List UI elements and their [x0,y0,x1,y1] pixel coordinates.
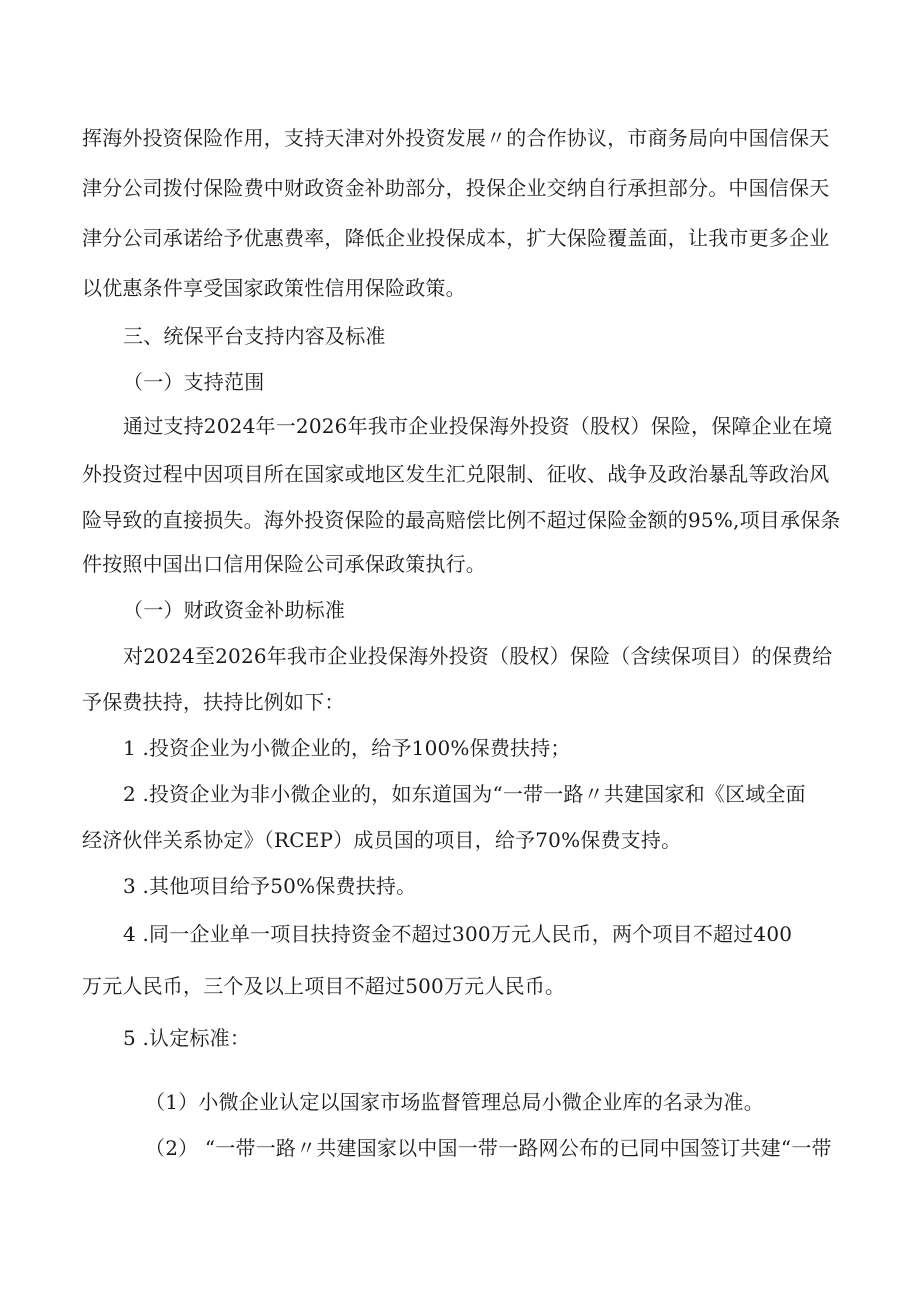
list-item: （2） “一带一路〃共建国家以中国一带一路网公布的已同中国签订共建“一带 [145,1136,832,1160]
paragraph-line: 外投资过程中因项目所在国家或地区发生汇兑限制、征收、战争及政治暴乱等政治风 [82,462,830,486]
paragraph-line: 万元人民币，三个及以上项目不超过500万元人民币。 [82,974,566,998]
subsection-heading: （一）财政资金补助标准 [123,598,346,622]
subsection-heading: （一）支持范围 [123,370,265,394]
paragraph-line: 津分公司拨付保险费中财政资金补助部分，投保企业交纳自行承担部分。中国信保天 [82,176,830,200]
list-item: 1 .投资企业为小微企业的，给予100%保费扶持； [123,736,571,760]
paragraph-line: 以优惠条件享受国家政策性信用保险政策。 [82,276,466,300]
paragraph-line: 件按照中国出口信用保险公司承保政策执行。 [82,552,486,576]
section-heading: 三、统保平台支持内容及标准 [123,324,386,348]
list-item: 5 .认定标准： [123,1026,251,1050]
list-item: 3 .其他项目给予50%保费扶持。 [123,874,417,898]
paragraph-line: 通过支持2024年一2026年我市企业投保海外投资（股权）保险，保障企业在境 [123,414,833,438]
paragraph-line: 津分公司承诺给予优惠费率，降低企业投保成本，扩大保险覆盖面，让我市更多企业 [82,226,830,250]
list-item: （1）小微企业认定以国家市场监督管理总局小微企业库的名录为准。 [145,1090,764,1114]
paragraph-line: 经济伙伴关系协定》（RCEP）成员国的项目，给予70%保费支持。 [82,828,682,852]
paragraph-line: 险导致的直接损失。海外投资保险的最高赔偿比例不超过保险金额的95%,项目承保条 [82,508,841,532]
paragraph-line: 予保费扶持，扶持比例如下： [82,690,345,714]
list-item: 2 .投资企业为非小微企业的，如东道国为“一带一路〃共建国家和《区域全面 [123,782,806,806]
paragraph-line: 挥海外投资保险作用，支持天津对外投资发展〃的合作协议，市商务局向中国信保天 [82,126,830,150]
list-item: 4 .同一企业单一项目扶持资金不超过300万元人民币，两个项目不超过400 [123,922,793,946]
paragraph-line: 对2024至2026年我市企业投保海外投资（股权）保险（含续保项目）的保费给 [123,644,833,668]
